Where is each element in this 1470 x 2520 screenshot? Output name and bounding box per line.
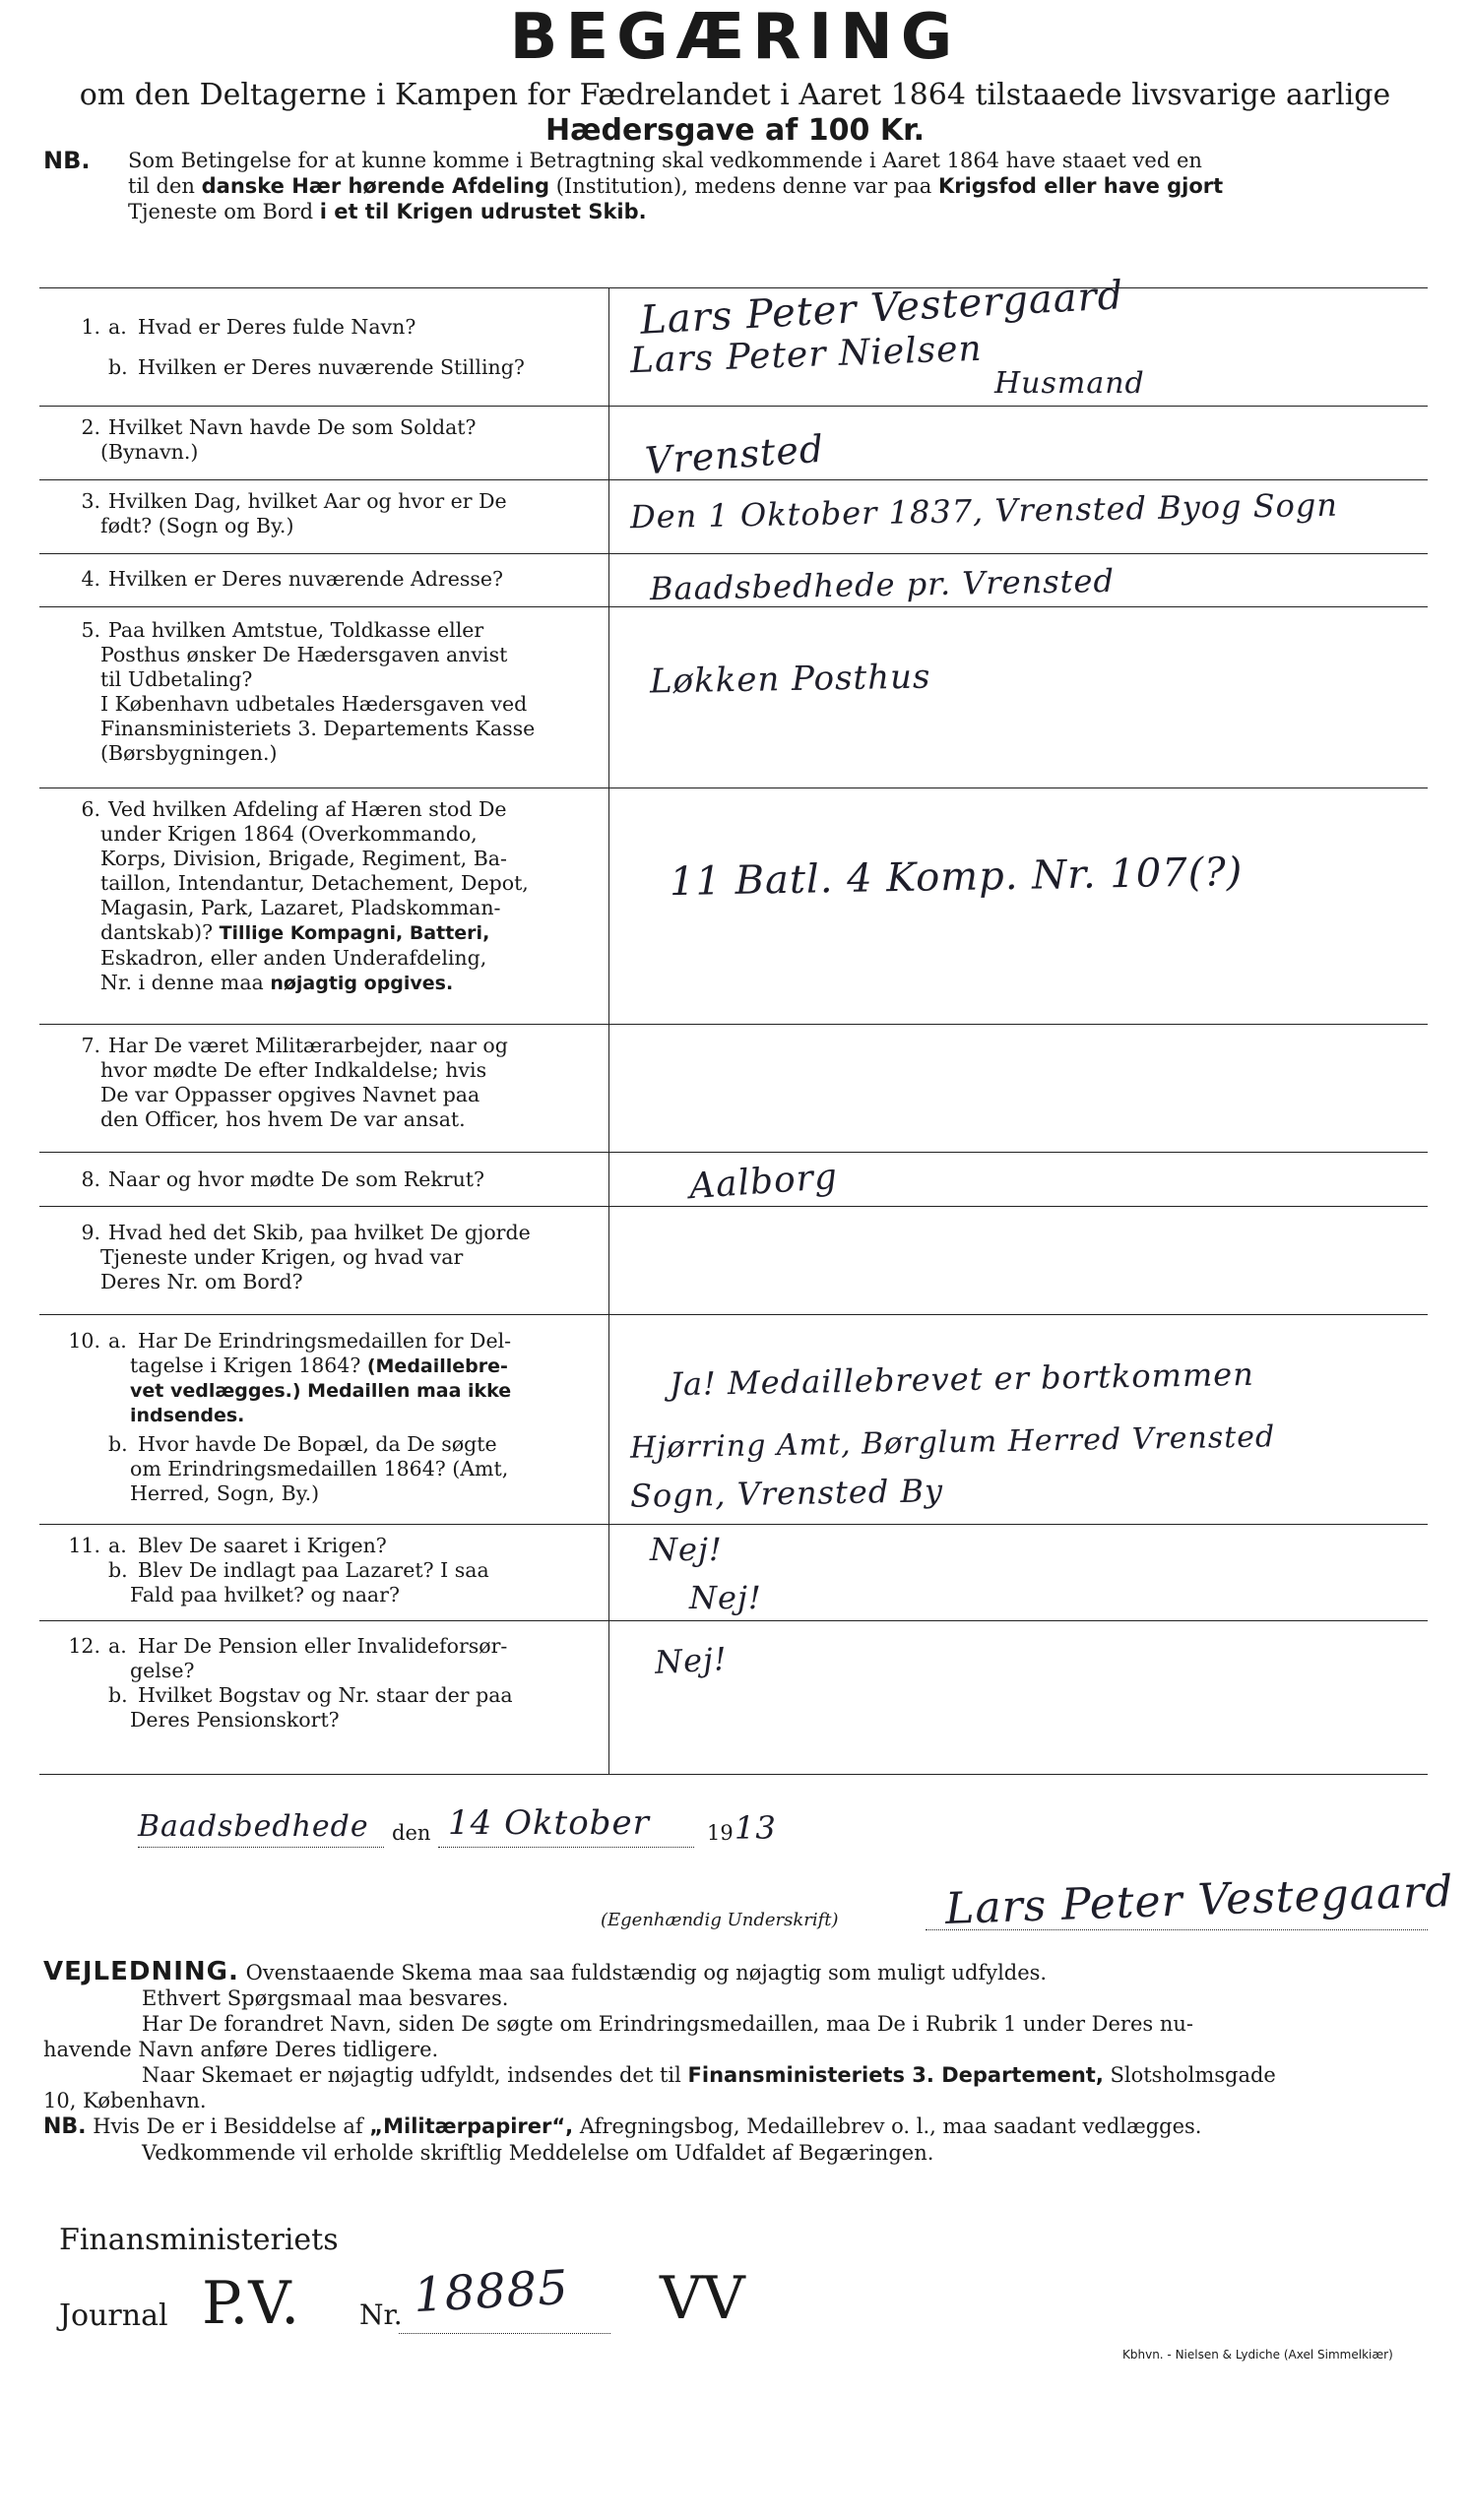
q2-line2: (Bynavn.): [100, 440, 199, 464]
vejledning-nb-a: Hvis De er i Besiddelse af: [93, 2114, 370, 2138]
q9-line2: Tjeneste under Krigen, og hvad var: [100, 1245, 464, 1269]
answer-6: 11 Batl. 4 Komp. Nr. 107(?): [669, 849, 1244, 906]
q10a-line4: indsendes.: [130, 1405, 245, 1426]
q1-number: 1.: [81, 315, 100, 339]
q6-line6: [39, 920, 603, 946]
q10b-line3: Herred, Sogn, By.): [130, 1481, 320, 1505]
footer-pv: P.V.: [202, 2269, 300, 2338]
vejledning-nb-b: „Militærpapirer“,: [369, 2114, 574, 2138]
q2-line1: Hvilket Navn havde De som Soldat?: [108, 415, 477, 439]
q5-line4: I København udbetales Hædersgaven ved: [100, 692, 528, 716]
q10b-sub: b.: [108, 1432, 128, 1456]
q1b-sub: b.: [108, 355, 128, 379]
q5-line2: Posthus ønsker De Hædersgaven anvist: [100, 643, 508, 666]
nb-line2-a: til den: [128, 174, 202, 198]
answer-11a: Nej!: [650, 1531, 723, 1568]
q3-number: 3.: [81, 489, 100, 513]
answer-1b-occupation: Husmand: [994, 366, 1145, 401]
vejledning-p4c: Slotsholmsgade: [1103, 2063, 1276, 2087]
q6-line8-bold: nøjagtig opgives.: [270, 973, 454, 994]
handwritten-signature: Lars Peter Vestegaard: [944, 1866, 1455, 1934]
question-9: [39, 1221, 603, 1294]
q10a-sub: a.: [108, 1329, 127, 1353]
q12a-sub: a.: [108, 1634, 127, 1658]
q6-line8-a: Nr. i denne maa: [100, 971, 271, 994]
place-dotted-line: [138, 1847, 384, 1848]
q5-line6: (Børsbygningen.): [100, 741, 278, 765]
answer-10a: Ja! Medaillebrevet er bortkommen: [669, 1354, 1255, 1404]
q10a-line3: vet vedlægges.) Medaillen maa ikke: [130, 1380, 512, 1402]
question-4: [39, 567, 603, 592]
q11a-sub: a.: [108, 1534, 127, 1557]
q12b-line1: Hvilket Bogstav og Nr. staar der paa: [138, 1683, 513, 1707]
question-1: [39, 315, 603, 380]
q6-line7: Eskadron, eller anden Underafdeling,: [100, 946, 487, 970]
q7-line4: den Officer, hos hvem De var ansat.: [100, 1107, 466, 1131]
nb-line3: [43, 199, 1441, 224]
form-title: BEGÆRING: [509, 1, 961, 74]
answer-10b-line1: Hjørring Amt, Børglum Herred Vrensted: [629, 1419, 1276, 1466]
q11b-sub: b.: [108, 1558, 128, 1582]
q10a-line2: [39, 1354, 603, 1379]
q1b-text: Hvilken er Deres nuværende Stilling?: [138, 355, 525, 379]
row-rule-1: [39, 406, 1428, 407]
journal-number-dotted-line: [399, 2333, 610, 2334]
q11-number: 11.: [68, 1534, 100, 1557]
q2-number: 2.: [81, 415, 100, 439]
q1a-text: Hvad er Deres fulde Navn?: [138, 315, 416, 339]
row-rule-2: [39, 479, 1428, 480]
q12-number: 12.: [68, 1634, 100, 1658]
q10a-line2-a: tagelse i Krigen 1864?: [130, 1354, 367, 1377]
question-8: [39, 1167, 603, 1192]
form-subtitle: om den Deltagerne i Kampen for Fædrelandet i Aaret 1864 tilstaaede livsvarige aarlige: [79, 78, 1391, 112]
q7-number: 7.: [81, 1034, 100, 1057]
footer-journal-number: 18885: [412, 2259, 571, 2324]
vejledning-p5: Vedkommende vil erholde skriftlig Meddelelse om Udfaldet af Begæringen.: [142, 2141, 934, 2165]
signature-dotted-line: [926, 1929, 1428, 1930]
answer-2: Vrensted: [643, 426, 826, 483]
q3-line1: Hvilken Dag, hvilket Aar og hvor er De: [108, 489, 507, 513]
footer-journal-label: Journal: [59, 2299, 168, 2333]
q9-number: 9.: [81, 1221, 100, 1244]
question-12: [39, 1634, 603, 1732]
vejledning-block: [43, 1959, 1432, 2166]
nb-line3-a: Tjeneste om Bord: [128, 200, 320, 223]
vejledning-p3a: Har De forandret Navn, siden De søgte om Erindringsmedaillen, maa De i Rubrik 1 under Deres nu-: [142, 2012, 1193, 2036]
footer-nr-label: Nr.: [359, 2299, 403, 2331]
footer-ministry: Finansministeriets: [59, 2223, 339, 2257]
nb-line2-c: (Institution), medens denne var paa: [549, 174, 938, 198]
q7-line2: hvor mødte De efter Indkaldelse; hvis: [100, 1058, 487, 1082]
answer-3: Den 1 Oktober 1837, Vrensted Byog Sogn: [629, 485, 1339, 536]
answer-12: Nej!: [654, 1640, 729, 1681]
nb-line2-b: danske Hær hørende Afdeling: [201, 174, 550, 198]
vejledning-nb-label: NB.: [43, 2114, 87, 2139]
q5-line3: til Udbetaling?: [100, 667, 253, 691]
q4-number: 4.: [81, 567, 100, 591]
q10a-line1: Har De Erindringsmedaillen for Del-: [138, 1329, 512, 1353]
q6-number: 6.: [81, 797, 100, 821]
q11b-line2: Fald paa hvilket? og naar?: [130, 1583, 400, 1606]
question-6: [39, 797, 603, 996]
answer-4: Baadsbedhede pr. Vrensted: [649, 561, 1116, 608]
q5-number: 5.: [81, 618, 100, 642]
q6-line8: [39, 971, 603, 996]
nb-line2-d: Krigsfod eller have gjort: [937, 174, 1224, 198]
q11a-text: Blev De saaret i Krigen?: [138, 1534, 387, 1557]
q3-line2: født? (Sogn og By.): [100, 514, 294, 537]
question-11: [39, 1534, 603, 1607]
row-rule-9: [39, 1314, 1428, 1315]
q8-line1: Naar og hvor mødte De som Rekrut?: [108, 1167, 485, 1191]
printer-imprint: Kbhvn. - Nielsen & Lydiche (Axel Simmelkiær): [1122, 2348, 1393, 2362]
nb-line3-b: i et til Krigen udrustet Skib.: [319, 200, 647, 223]
signature-label: (Egenhændig Underskrift): [601, 1910, 839, 1930]
year-prefix: 19: [707, 1821, 734, 1845]
answer-8: Aalborg: [687, 1156, 840, 1208]
vejledning-p2: Ethvert Spørgsmaal maa besvares.: [142, 1986, 509, 2010]
answer-1b: Lars Peter Nielsen: [629, 328, 984, 382]
den-label: den: [392, 1821, 431, 1845]
vejledning-p4: [43, 2062, 1432, 2088]
row-rule-4: [39, 606, 1428, 607]
q9-line3: Deres Nr. om Bord?: [100, 1270, 303, 1293]
q6-line3: Korps, Division, Brigade, Regiment, Ba-: [100, 847, 507, 870]
q7-line3: De var Oppasser opgives Navnet paa: [100, 1083, 480, 1106]
vejledning-nb: [43, 2113, 1432, 2140]
signed-date: 14 Oktober: [448, 1803, 650, 1843]
question-7: [39, 1034, 603, 1132]
q6-line1: Ved hvilken Afdeling af Hæren stod De: [108, 797, 507, 821]
table-top-rule: [39, 287, 1428, 288]
q6-line4: taillon, Intendantur, Detachement, Depot,: [100, 871, 529, 895]
q10b-line2: om Erindringsmedaillen 1864? (Amt,: [130, 1457, 509, 1480]
q11b-line1: Blev De indlagt paa Lazaret? I saa: [138, 1558, 489, 1582]
q6-line5: Magasin, Park, Lazaret, Pladskomman-: [100, 896, 501, 919]
row-rule-3: [39, 553, 1428, 554]
q10-number: 10.: [68, 1329, 100, 1353]
vejledning-p4b: Finansministeriets 3. Departement,: [687, 2063, 1104, 2087]
nb-label: NB.: [43, 147, 91, 174]
row-rule-8: [39, 1206, 1428, 1207]
nb-line1: Som Betingelse for at kunne komme i Betragtning skal vedkommende i Aaret 1864 have staaet ved en: [128, 149, 1202, 172]
q1a-sub: a.: [108, 315, 127, 339]
vejledning-p4d: 10, København.: [43, 2089, 207, 2112]
q12a-line2: gelse?: [130, 1659, 195, 1682]
year-suffix: 13: [735, 1809, 777, 1847]
answer-1a: Lars Peter Vestergaard: [639, 273, 1125, 344]
answer-10b-line2: Sogn, Vrensted By: [629, 1472, 944, 1515]
table-column-divider: [608, 287, 609, 1774]
date-dotted-line: [438, 1847, 694, 1848]
q5-line5: Finansministeriets 3. Departements Kasse: [100, 717, 536, 740]
vejledning-p4a: Naar Skemaet er nøjagtig udfyldt, indsendes det til: [142, 2063, 688, 2087]
question-10: [39, 1329, 603, 1506]
row-rule-10: [39, 1524, 1428, 1525]
row-rule-11: [39, 1620, 1428, 1621]
q7-line1: Har De været Militærarbejder, naar og: [108, 1034, 508, 1057]
table-bottom-rule: [39, 1774, 1428, 1775]
q9-line1: Hvad hed det Skib, paa hvilket De gjorde: [108, 1221, 531, 1244]
row-rule-6: [39, 1024, 1428, 1025]
footer-vv: VV: [660, 2264, 745, 2333]
answer-5: Løkken Posthus: [649, 657, 931, 702]
q10a-line2-bold: (Medaillebre-: [366, 1355, 508, 1377]
form-subtitle-amount: Hædersgave af 100 Kr.: [544, 113, 926, 148]
signed-place: Baadsbedhede: [138, 1809, 369, 1844]
q6-line6-bold: Tillige Kompagni, Batteri,: [219, 922, 490, 944]
nb-block: [43, 148, 1441, 224]
question-3: [39, 489, 603, 538]
nb-line2: [43, 173, 1441, 199]
q10b-line1: Hvor havde De Bopæl, da De søgte: [138, 1432, 497, 1456]
q6-line6-a: dantskab)?: [100, 920, 220, 944]
q12a-line1: Har De Pension eller Invalideforsør-: [138, 1634, 508, 1658]
q12b-sub: b.: [108, 1683, 128, 1707]
vejledning-nb-c: Afregningsbog, Medaillebrev o. l., maa saadant vedlægges.: [573, 2114, 1202, 2138]
q8-number: 8.: [81, 1167, 100, 1191]
q6-line2: under Krigen 1864 (Overkommando,: [100, 822, 478, 846]
vejledning-line1: [43, 1959, 1432, 1985]
vejledning-p1: Ovenstaaende Skema maa saa fuldstændig og nøjagtig som muligt udfyldes.: [245, 1961, 1048, 1984]
q12b-line2: Deres Pensionskort?: [130, 1708, 340, 1732]
q4-line1: Hvilken er Deres nuværende Adresse?: [108, 567, 504, 591]
question-2: [39, 415, 603, 465]
row-rule-7: [39, 1152, 1428, 1153]
answer-11b: Nej!: [689, 1579, 762, 1616]
vejledning-p3b: havende Navn anføre Deres tidligere.: [43, 2038, 439, 2061]
q5-line1: Paa hvilken Amtstue, Toldkasse eller: [108, 618, 484, 642]
vejledning-label: VEJLEDNING.: [43, 1957, 239, 1986]
question-5: [39, 618, 603, 766]
